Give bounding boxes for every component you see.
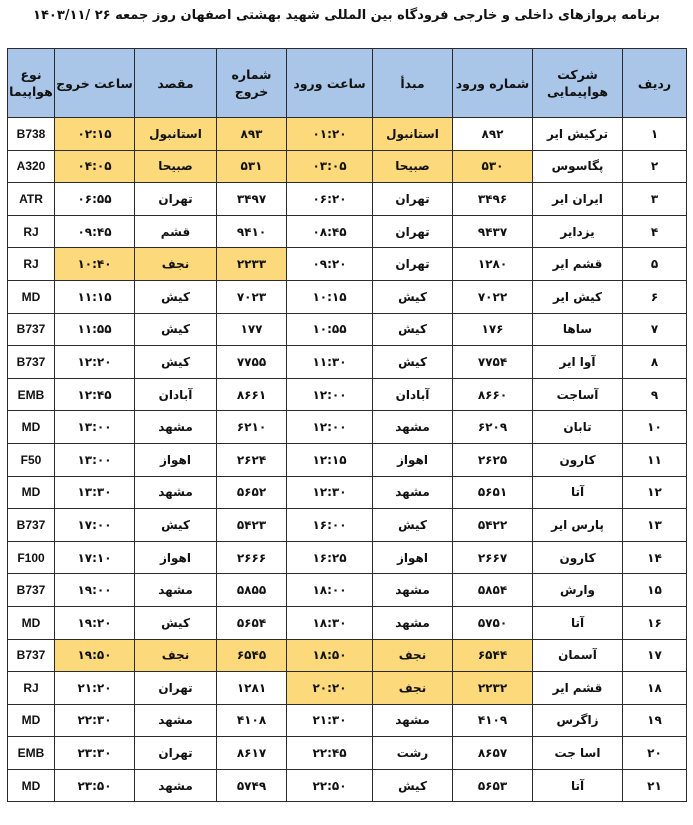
table-body [8, 118, 687, 802]
airline-cell: کیش ایر [533, 280, 623, 313]
destination-cell: صبیحا [135, 150, 217, 183]
origin-cell: کیش [373, 769, 453, 802]
departure-time-cell: ۱۲:۴۵ [55, 378, 135, 411]
arrival-number-cell: ۴۱۰۹ [453, 704, 533, 737]
arrival-number-cell: ۵۶۵۳ [453, 769, 533, 802]
aircraft-type-cell: B737 [8, 639, 55, 672]
origin-cell: کیش [373, 280, 453, 313]
table-row [8, 248, 687, 281]
aircraft-type-cell: ATR [8, 183, 55, 216]
arrival-number-cell: ۲۶۲۵ [453, 443, 533, 476]
departure-time-cell: ۱۷:۰۰ [55, 509, 135, 542]
aircraft-type-cell: MD [8, 411, 55, 444]
departure-number-cell: ۲۲۳۳ [217, 248, 287, 281]
row-number-cell: ۴ [623, 215, 687, 248]
airline-cell: پگاسوس [533, 150, 623, 183]
row-number-cell: ۳ [623, 183, 687, 216]
table-row [8, 411, 687, 444]
table-row [8, 476, 687, 509]
table-row [8, 737, 687, 770]
table-row [8, 574, 687, 607]
departure-time-cell: ۱۱:۱۵ [55, 280, 135, 313]
table-row [8, 704, 687, 737]
aircraft-type-cell: B738 [8, 118, 55, 151]
flight-schedule-table [7, 48, 687, 802]
arrival-number-cell: ۶۲۰۹ [453, 411, 533, 444]
row-number-cell: ۶ [623, 280, 687, 313]
destination-cell: کیش [135, 280, 217, 313]
row-number-cell: ۷ [623, 313, 687, 346]
arrival-number-cell: ۶۵۴۴ [453, 639, 533, 672]
origin-cell: تهران [373, 183, 453, 216]
departure-time-cell: ۲۳:۵۰ [55, 769, 135, 802]
table-row [8, 313, 687, 346]
origin-cell: نجف [373, 639, 453, 672]
departure-number-cell: ۵۳۱ [217, 150, 287, 183]
aircraft-type-cell: MD [8, 606, 55, 639]
airline-cell: وارش [533, 574, 623, 607]
arrival-time-cell: ۲۲:۵۰ [287, 769, 373, 802]
row-number-cell: ۲۱ [623, 769, 687, 802]
origin-cell: کیش [373, 346, 453, 379]
origin-cell: تهران [373, 248, 453, 281]
airline-cell: تابان [533, 411, 623, 444]
arrival-number-cell: ۵۶۵۱ [453, 476, 533, 509]
row-number-cell: ۱ [623, 118, 687, 151]
destination-cell: مشهد [135, 769, 217, 802]
arrival-number-cell: ۹۴۳۷ [453, 215, 533, 248]
origin-cell: مشهد [373, 476, 453, 509]
table-row [8, 183, 687, 216]
row-number-cell: ۲۰ [623, 737, 687, 770]
origin-cell: آبادان [373, 378, 453, 411]
table-row [8, 443, 687, 476]
header-departure-number: شماره خروج [217, 49, 287, 118]
destination-cell: تهران [135, 183, 217, 216]
aircraft-type-cell: B737 [8, 313, 55, 346]
origin-cell: مشهد [373, 704, 453, 737]
departure-number-cell: ۶۲۱۰ [217, 411, 287, 444]
arrival-time-cell: ۱۸:۳۰ [287, 606, 373, 639]
destination-cell: قشم [135, 215, 217, 248]
departure-number-cell: ۵۶۵۴ [217, 606, 287, 639]
row-number-cell: ۱۰ [623, 411, 687, 444]
airline-cell: یزدایر [533, 215, 623, 248]
airline-cell: کارون [533, 443, 623, 476]
header-airline: شرکت هواپیمایی [533, 49, 623, 118]
origin-cell: صبیحا [373, 150, 453, 183]
origin-cell: مشهد [373, 411, 453, 444]
arrival-number-cell: ۳۴۹۶ [453, 183, 533, 216]
destination-cell: مشهد [135, 704, 217, 737]
airline-cell: ساها [533, 313, 623, 346]
departure-time-cell: ۰۶:۵۵ [55, 183, 135, 216]
airline-cell: قشم ایر [533, 672, 623, 705]
destination-cell: کیش [135, 509, 217, 542]
departure-time-cell: ۱۳:۳۰ [55, 476, 135, 509]
departure-number-cell: ۱۷۷ [217, 313, 287, 346]
aircraft-type-cell: B737 [8, 509, 55, 542]
departure-number-cell: ۳۴۹۷ [217, 183, 287, 216]
header-departure-time: ساعت خروج [55, 49, 135, 118]
arrival-number-cell: ۵۴۲۲ [453, 509, 533, 542]
row-number-cell: ۱۲ [623, 476, 687, 509]
arrival-time-cell: ۱۲:۱۵ [287, 443, 373, 476]
departure-number-cell: ۹۴۱۰ [217, 215, 287, 248]
departure-number-cell: ۵۶۵۲ [217, 476, 287, 509]
departure-time-cell: ۲۱:۲۰ [55, 672, 135, 705]
origin-cell: نجف [373, 672, 453, 705]
departure-time-cell: ۱۰:۴۰ [55, 248, 135, 281]
row-number-cell: ۱۸ [623, 672, 687, 705]
row-number-cell: ۱۶ [623, 606, 687, 639]
arrival-number-cell: ۷۷۵۴ [453, 346, 533, 379]
aircraft-type-cell: RJ [8, 672, 55, 705]
departure-time-cell: ۱۷:۱۰ [55, 541, 135, 574]
arrival-number-cell: ۷۰۲۲ [453, 280, 533, 313]
origin-cell: تهران [373, 215, 453, 248]
departure-number-cell: ۵۸۵۵ [217, 574, 287, 607]
departure-time-cell: ۰۲:۱۵ [55, 118, 135, 151]
departure-time-cell: ۱۱:۵۵ [55, 313, 135, 346]
table-row [8, 378, 687, 411]
arrival-time-cell: ۲۲:۴۵ [287, 737, 373, 770]
departure-time-cell: ۲۳:۳۰ [55, 737, 135, 770]
origin-cell: استانبول [373, 118, 453, 151]
table-row [8, 769, 687, 802]
arrival-number-cell: ۵۷۵۰ [453, 606, 533, 639]
destination-cell: کیش [135, 606, 217, 639]
header-destination: مقصد [135, 49, 217, 118]
airline-cell: قشم ایر [533, 248, 623, 281]
departure-time-cell: ۱۳:۰۰ [55, 411, 135, 444]
airline-cell: آتا [533, 769, 623, 802]
arrival-time-cell: ۱۲:۰۰ [287, 411, 373, 444]
origin-cell: اهواز [373, 443, 453, 476]
departure-time-cell: ۱۹:۵۰ [55, 639, 135, 672]
destination-cell: نجف [135, 248, 217, 281]
table-row [8, 150, 687, 183]
aircraft-type-cell: MD [8, 704, 55, 737]
arrival-time-cell: ۱۲:۰۰ [287, 378, 373, 411]
departure-time-cell: ۰۹:۴۵ [55, 215, 135, 248]
destination-cell: مشهد [135, 476, 217, 509]
arrival-time-cell: ۱۰:۱۵ [287, 280, 373, 313]
header-arrival-time: ساعت ورود [287, 49, 373, 118]
origin-cell: کیش [373, 509, 453, 542]
departure-number-cell: ۶۵۴۵ [217, 639, 287, 672]
aircraft-type-cell: A320 [8, 150, 55, 183]
arrival-number-cell: ۵۳۰ [453, 150, 533, 183]
arrival-time-cell: ۱۸:۵۰ [287, 639, 373, 672]
row-number-cell: ۱۴ [623, 541, 687, 574]
arrival-time-cell: ۱۲:۳۰ [287, 476, 373, 509]
destination-cell: آبادان [135, 378, 217, 411]
destination-cell: اهواز [135, 541, 217, 574]
departure-number-cell: ۸۶۱۷ [217, 737, 287, 770]
header-arrival-number: شماره ورود [453, 49, 533, 118]
departure-number-cell: ۲۶۲۴ [217, 443, 287, 476]
aircraft-type-cell: RJ [8, 248, 55, 281]
table-row [8, 280, 687, 313]
aircraft-type-cell: F100 [8, 541, 55, 574]
departure-number-cell: ۵۷۴۹ [217, 769, 287, 802]
departure-number-cell: ۸۹۳ [217, 118, 287, 151]
table-row [8, 118, 687, 151]
destination-cell: نجف [135, 639, 217, 672]
origin-cell: مشهد [373, 574, 453, 607]
row-number-cell: ۲ [623, 150, 687, 183]
destination-cell: کیش [135, 313, 217, 346]
arrival-time-cell: ۱۰:۵۵ [287, 313, 373, 346]
row-number-cell: ۸ [623, 346, 687, 379]
departure-number-cell: ۷۰۲۳ [217, 280, 287, 313]
aircraft-type-cell: F50 [8, 443, 55, 476]
header-row-number: ردیف [623, 49, 687, 118]
destination-cell: استانبول [135, 118, 217, 151]
destination-cell: تهران [135, 737, 217, 770]
arrival-number-cell: ۱۷۶ [453, 313, 533, 346]
destination-cell: تهران [135, 672, 217, 705]
airline-cell: اسا جت [533, 737, 623, 770]
row-number-cell: ۱۳ [623, 509, 687, 542]
departure-number-cell: ۴۱۰۸ [217, 704, 287, 737]
table-header-row [8, 49, 687, 118]
airline-cell: پارس ایر [533, 509, 623, 542]
arrival-time-cell: ۰۱:۲۰ [287, 118, 373, 151]
airline-cell: کارون [533, 541, 623, 574]
airline-cell: ترکیش ایر [533, 118, 623, 151]
departure-number-cell: ۸۶۶۱ [217, 378, 287, 411]
arrival-time-cell: ۰۹:۲۰ [287, 248, 373, 281]
aircraft-type-cell: B737 [8, 346, 55, 379]
airline-cell: آساجت [533, 378, 623, 411]
arrival-time-cell: ۱۶:۰۰ [287, 509, 373, 542]
destination-cell: کیش [135, 346, 217, 379]
arrival-time-cell: ۱۸:۰۰ [287, 574, 373, 607]
header-origin: مبدأ [373, 49, 453, 118]
arrival-time-cell: ۰۸:۴۵ [287, 215, 373, 248]
arrival-time-cell: ۱۶:۲۵ [287, 541, 373, 574]
aircraft-type-cell: EMB [8, 378, 55, 411]
row-number-cell: ۱۱ [623, 443, 687, 476]
destination-cell: اهواز [135, 443, 217, 476]
page-title: برنامه پروازهای داخلی و خارجی فرودگاه بین المللی شهید بهشتی اصفهان روز جمعه ۲۶ /۱۴۰۳/۱۱ [33, 8, 660, 23]
departure-time-cell: ۱۹:۲۰ [55, 606, 135, 639]
origin-cell: اهواز [373, 541, 453, 574]
row-number-cell: ۱۷ [623, 639, 687, 672]
arrival-time-cell: ۰۳:۰۵ [287, 150, 373, 183]
departure-time-cell: ۱۲:۲۰ [55, 346, 135, 379]
arrival-time-cell: ۱۱:۳۰ [287, 346, 373, 379]
departure-number-cell: ۲۶۶۶ [217, 541, 287, 574]
aircraft-type-cell: MD [8, 476, 55, 509]
departure-time-cell: ۱۹:۰۰ [55, 574, 135, 607]
departure-time-cell: ۱۳:۰۰ [55, 443, 135, 476]
airline-cell: زاگرس [533, 704, 623, 737]
departure-time-cell: ۲۲:۳۰ [55, 704, 135, 737]
arrival-time-cell: ۰۶:۲۰ [287, 183, 373, 216]
arrival-number-cell: ۸۹۲ [453, 118, 533, 151]
table-row [8, 672, 687, 705]
airline-cell: آوا ایر [533, 346, 623, 379]
aircraft-type-cell: B737 [8, 574, 55, 607]
destination-cell: مشهد [135, 411, 217, 444]
table-row [8, 639, 687, 672]
arrival-time-cell: ۲۱:۳۰ [287, 704, 373, 737]
destination-cell: مشهد [135, 574, 217, 607]
origin-cell: رشت [373, 737, 453, 770]
origin-cell: کیش [373, 313, 453, 346]
aircraft-type-cell: EMB [8, 737, 55, 770]
table-row [8, 606, 687, 639]
table-row [8, 509, 687, 542]
row-number-cell: ۵ [623, 248, 687, 281]
table-row [8, 215, 687, 248]
arrival-number-cell: ۲۶۶۷ [453, 541, 533, 574]
airline-cell: آتا [533, 606, 623, 639]
aircraft-type-cell: RJ [8, 215, 55, 248]
origin-cell: مشهد [373, 606, 453, 639]
row-number-cell: ۹ [623, 378, 687, 411]
departure-number-cell: ۱۲۸۱ [217, 672, 287, 705]
departure-number-cell: ۷۷۵۵ [217, 346, 287, 379]
airline-cell: ایران ایر [533, 183, 623, 216]
row-number-cell: ۱۹ [623, 704, 687, 737]
departure-number-cell: ۵۴۲۳ [217, 509, 287, 542]
aircraft-type-cell: MD [8, 769, 55, 802]
airline-cell: آسمان [533, 639, 623, 672]
airline-cell: آتا [533, 476, 623, 509]
table-row [8, 346, 687, 379]
header-aircraft-type: نوع هواپیما [8, 49, 55, 118]
arrival-number-cell: ۸۶۵۷ [453, 737, 533, 770]
arrival-number-cell: ۱۲۸۰ [453, 248, 533, 281]
arrival-time-cell: ۲۰:۲۰ [287, 672, 373, 705]
arrival-number-cell: ۵۸۵۴ [453, 574, 533, 607]
arrival-number-cell: ۲۲۳۲ [453, 672, 533, 705]
aircraft-type-cell: MD [8, 280, 55, 313]
row-number-cell: ۱۵ [623, 574, 687, 607]
arrival-number-cell: ۸۶۶۰ [453, 378, 533, 411]
table-row [8, 541, 687, 574]
departure-time-cell: ۰۴:۰۵ [55, 150, 135, 183]
